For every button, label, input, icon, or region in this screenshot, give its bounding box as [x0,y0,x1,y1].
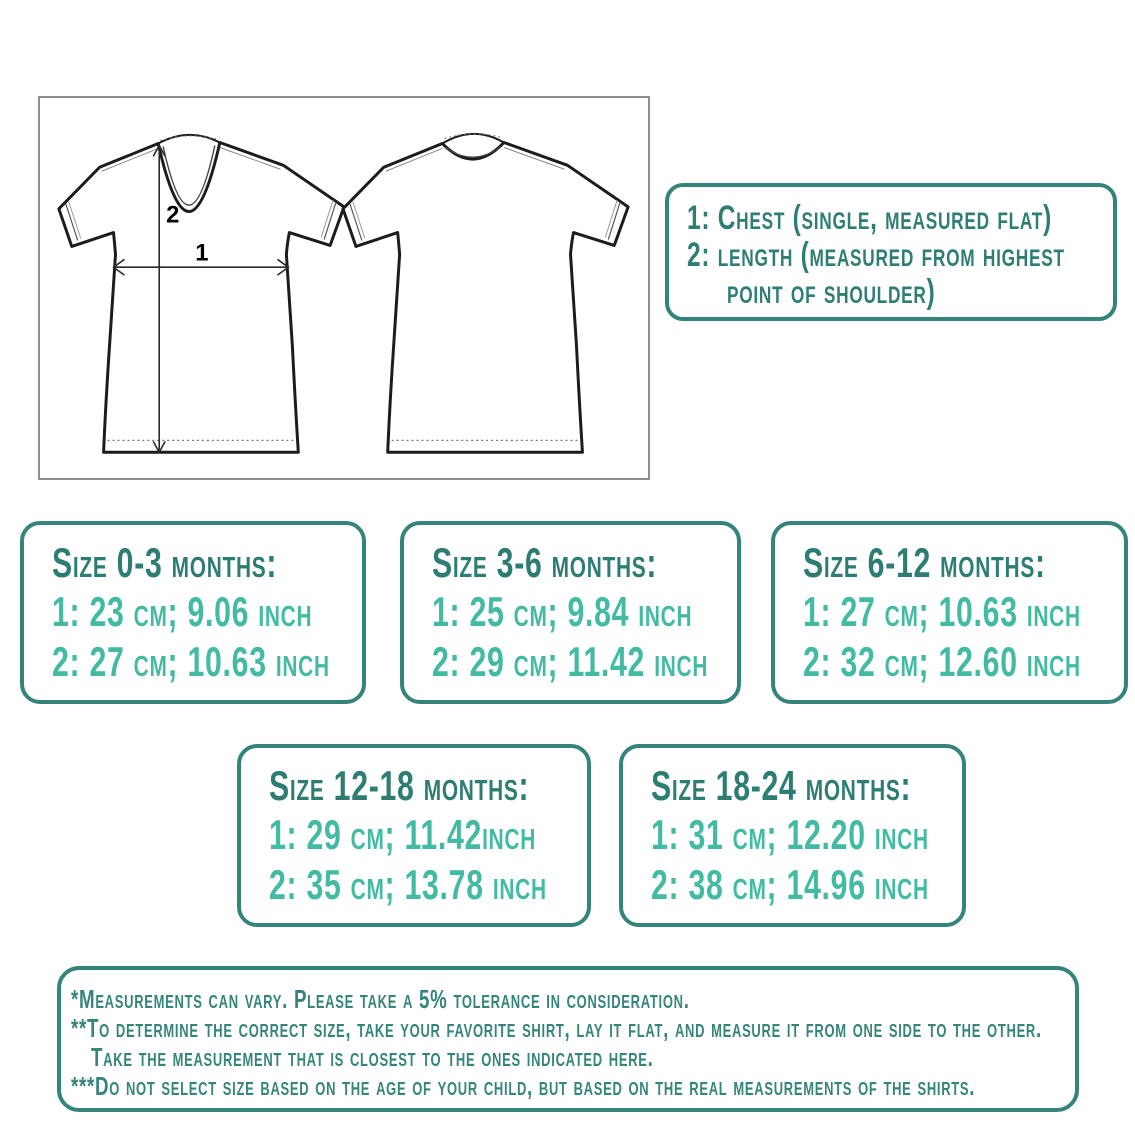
tshirt-back-diagram [343,134,628,452]
tshirt-front-diagram [59,135,344,452]
chest-measurement: 1: 31 cm; 12.20 inch [651,811,929,858]
footnote-how-to-measure: **To determine the correct size, take your favorite shirt, lay it flat, and measure it from one side to the other. [71,1013,1042,1043]
chest-measurement: 1: 25 cm; 9.84 inch [432,588,693,635]
size-box-title: Size 12-18 months: [269,762,530,809]
size-box-title: Size 6-12 months: [803,539,1046,586]
footnote-age-warning: ***Do not select size based on the age of your child, but based on the real measurements of the shirts. [71,1071,976,1101]
chest-measurement: 1: 27 cm; 10.63 inch [803,588,1081,635]
chest-measure-label: 1 [195,239,209,267]
size-box-title: Size 3-6 months: [432,539,658,586]
chest-measurement: 1: 29 cm; 11.42inch [269,811,536,858]
size-box-18-24-months [619,744,966,927]
size-box-6-12-months [771,521,1128,704]
size-box-0-3-months [20,521,366,704]
length-measurement: 2: 27 cm; 10.63 inch [52,638,330,685]
size-box-3-6-months [400,521,741,704]
legend-line-length: 2: length (measured from highest [687,236,1065,274]
footnote-how-to-measure-cont: Take the measurement that is closest to the ones indicated here. [91,1042,654,1072]
tshirt-diagram-svg [40,98,648,478]
legend-line-chest: 1: Chest (single, measured flat) [687,199,1052,237]
measurement-legend-box [665,183,1117,321]
length-measurement: 2: 29 cm; 11.42 inch [432,638,709,685]
chest-measurement: 1: 23 cm; 9.06 inch [52,588,313,635]
length-measurement: 2: 38 cm; 14.96 inch [651,861,929,908]
length-measurement: 2: 32 cm; 12.60 inch [803,638,1081,685]
footnote-tolerance: *Measurements can vary. Please take a 5% tolerance in consideration. [71,984,690,1014]
size-box-12-18-months [237,744,591,927]
size-box-title: Size 0-3 months: [52,539,278,586]
tshirt-diagram-panel [38,96,650,480]
footnotes-box [57,966,1079,1112]
length-measurement: 2: 35 cm; 13.78 inch [269,861,547,908]
size-box-title: Size 18-24 months: [651,762,912,809]
length-measure-label: 2 [166,201,180,229]
legend-line-length-cont: point of shoulder) [727,273,936,311]
